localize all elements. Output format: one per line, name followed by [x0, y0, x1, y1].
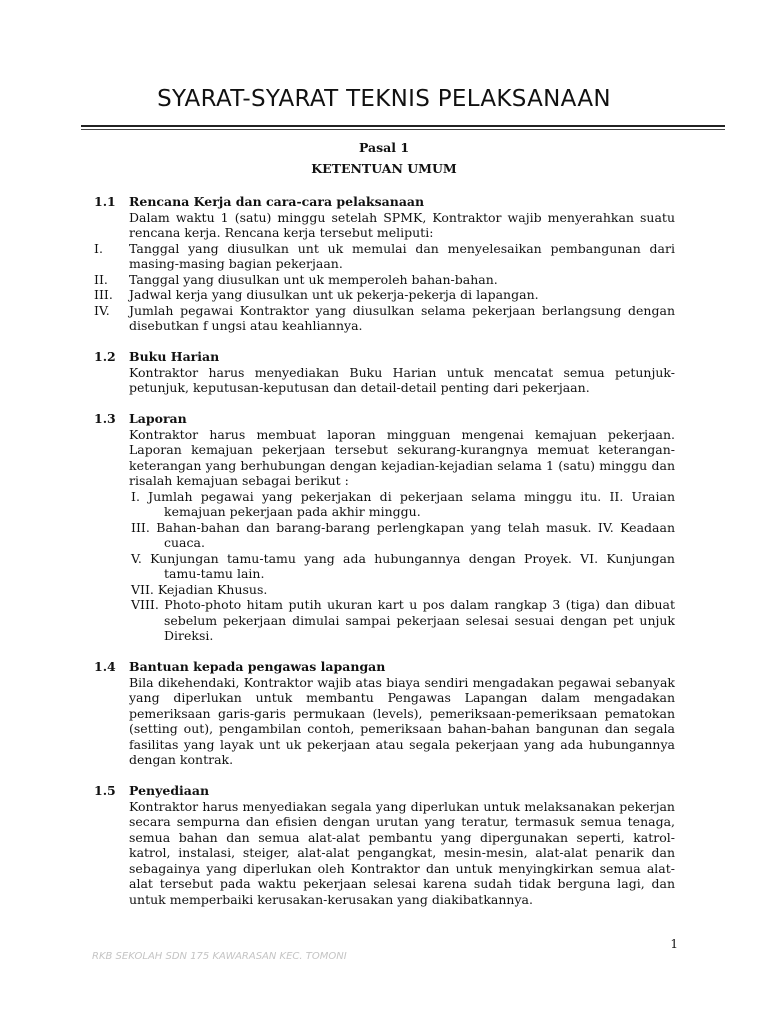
list-item: VII. Kejadian Khusus.	[131, 581, 268, 597]
section-heading	[94, 783, 675, 799]
list-item: VIII. Photo-photo hitam putih ukuran kart u pos dalam rangkap 3 (tiga) dan dibuat sebelum pekerjaan dimulai sampai pekerjaan selesai sesuai dengan pet unjuk Direksi.	[131, 597, 675, 643]
list-marker: I.	[94, 240, 103, 256]
section-1-2	[94, 349, 675, 396]
section-1-1	[94, 194, 675, 334]
section-number: 1.1	[94, 194, 116, 209]
list-item	[94, 241, 675, 272]
section-number: 1.3	[94, 411, 116, 426]
pasal-subheading: KETENTUAN UMUM	[311, 161, 457, 176]
list-item	[94, 272, 675, 288]
page-number: 1	[670, 937, 678, 951]
list-item-text: Jadwal kerja yang diusulkan unt uk pekerja-pekerja di lapangan.	[129, 287, 539, 302]
section-1-4	[94, 659, 675, 768]
section-paragraph: Dalam waktu 1 (satu) minggu setelah SPMK, Kontraktor wajib menyerahkan suatu rencana kerja. Rencana kerja tersebut meliputi:	[129, 209, 675, 240]
page-title: SYARAT-SYARAT TEKNIS PELAKSANAAN	[157, 86, 611, 112]
section-title: Buku Harian	[129, 349, 220, 364]
section-number: 1.2	[94, 349, 116, 364]
list-item: V. Kunjungan tamu-tamu yang ada hubungannya dengan Proyek. VI. Kunjungan tamu-tamu lain.	[131, 550, 675, 581]
list-marker: IV.	[94, 302, 110, 318]
section-1-5	[94, 783, 675, 907]
footer-text: RKB SEKOLAH SDN 175 KAWARASAN KEC. TOMONI	[92, 951, 347, 962]
section-heading	[94, 194, 675, 210]
pasal-heading: Pasal 1	[358, 140, 410, 155]
title-divider-thin	[81, 129, 725, 130]
section-heading	[94, 659, 675, 675]
section-heading	[94, 349, 675, 365]
section-heading	[94, 411, 675, 427]
section-number: 1.5	[94, 783, 116, 798]
section-paragraph: Kontraktor harus membuat laporan mingguan mengenai kemajuan pekerjaan. Laporan kemajuan pekerjaan tersebut sekurang-kurangnya memuat keterangan-keterangan yang berhubungan dengan kejadian-kejadian selama 1 (satu) minggu dan risalah kemajuan sebagai berikut :	[129, 426, 675, 488]
list-item: III. Bahan-bahan dan barang-barang perlengkapan yang telah masuk. IV. Keadaan cuaca.	[131, 519, 675, 550]
section-title: Laporan	[129, 411, 187, 426]
section-1-3	[94, 411, 675, 644]
section-title: Rencana Kerja dan cara-cara pelaksanaan	[129, 194, 425, 209]
section-paragraph: Kontraktor harus menyediakan segala yang diperlukan untuk melaksanakan pekerjan secara sempurna dan efisien dengan urutan yang teratur, termasuk semua tenaga, semua bahan dan semua alat-alat pembantu yang dipergunakan seperti, katrol-katrol, instalasi, steiger, alat-alat pengangkat, mesin-mesin, alat-alat penarik dan sebagainya yang diperlukan oleh Kontraktor dan untuk menyingkirkan semua alat-alat tersebut pada waktu pekerjaan selesai karena sudah tidak berguna lagi, dan untuk memperbaiki kerusakan-kerusakan yang diakibatkannya.	[129, 798, 675, 907]
section-paragraph: Bila dikehendaki, Kontraktor wajib atas biaya sendiri mengadakan pegawai sebanyak yang diperlukan untuk membantu Pengawas Lapangan dalam mengadakan pemeriksaan garis-garis permukaan (levels), pemeriksaan-pemeriksaan pematokan (setting out), pengambilan contoh, pemeriksaan bahan-bahan bangunan dan segala fasilitas yang layak unt uk pekerjaan atau segala pekerjaan yang ada hubungannya dengan kontrak.	[129, 674, 675, 767]
list-item	[94, 287, 675, 303]
title-divider-thick	[81, 125, 725, 127]
list-item-text: Tanggal yang diusulkan unt uk memulai dan menyelesaikan pembangunan dari masing-masing bagian pekerjaan.	[129, 240, 675, 271]
section-title: Penyediaan	[129, 783, 210, 798]
section-title: Bantuan kepada pengawas lapangan	[129, 659, 386, 674]
list-marker: II.	[94, 271, 108, 287]
list-marker: III.	[94, 287, 113, 302]
list-item-text: Tanggal yang diusulkan unt uk memperoleh bahan-bahan.	[129, 271, 498, 287]
section-number: 1.4	[94, 659, 116, 674]
list-item-text: Jumlah pegawai Kontraktor yang diusulkan selama pekerjaan berlangsung dengan disebutkan f ungsi atau keahliannya.	[129, 302, 675, 333]
document-body	[94, 194, 675, 923]
list-item	[94, 303, 675, 334]
list-item: I. Jumlah pegawai yang pekerjakan di pekerjaan selama minggu itu. II. Uraian kemajuan pekerjaan pada akhir minggu.	[131, 488, 675, 519]
section-paragraph: Kontraktor harus menyediakan Buku Harian untuk mencatat semua petunjuk-petunjuk, keputusan-keputusan dan detail-detail penting dari pekerjaan.	[129, 364, 675, 395]
